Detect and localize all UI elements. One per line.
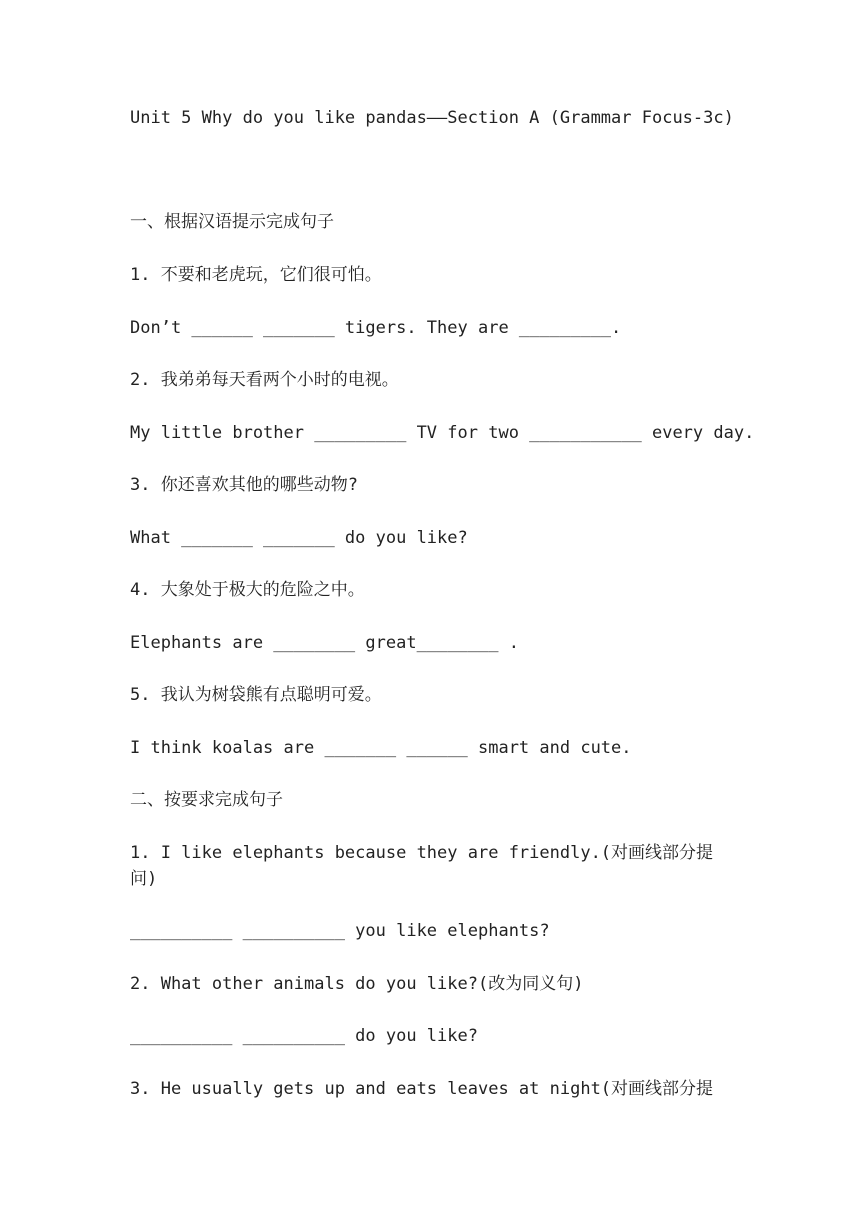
- question-5-english: I think koalas are _______ ______ smart and cute.: [130, 738, 632, 758]
- question-4-english: Elephants are ________ great________ .: [130, 633, 519, 653]
- question-3-chinese: 3. 你还喜欢其他的哪些动物?: [130, 475, 358, 495]
- question-5-chinese: 5. 我认为树袋熊有点聪明可爱。: [130, 685, 382, 705]
- question-3-english: What _______ _______ do you like?: [130, 528, 468, 548]
- rewrite-question-1: 1. I like elephants because they are friendly.(对画线部分提问): [130, 843, 714, 889]
- question-2-english: My little brother _________ TV for two ___________ every day.: [130, 423, 755, 443]
- rewrite-question-2: 2. What other animals do you like?(改为同义句): [130, 974, 584, 994]
- rewrite-answer-2: __________ __________ do you like?: [130, 1026, 478, 1046]
- question-1-chinese: 1. 不要和老虎玩，它们很可怕。: [130, 265, 382, 285]
- question-2-chinese: 2. 我弟弟每天看两个小时的电视。: [130, 370, 399, 390]
- rewrite-question-3: 3. He usually gets up and eats leaves at night(对画线部分提: [130, 1079, 714, 1099]
- page-title: Unit 5 Why do you like pandas——Section A (Grammar Focus-3c): [130, 108, 734, 128]
- section-heading-2: 二、按要求完成句子: [130, 790, 283, 810]
- question-4-chinese: 4. 大象处于极大的危险之中。: [130, 580, 365, 600]
- question-1-english: Don’t ______ _______ tigers. They are _________.: [130, 318, 622, 338]
- section-heading-1: 一、根据汉语提示完成句子: [130, 212, 334, 232]
- rewrite-answer-1: __________ __________ you like elephants?: [130, 921, 550, 941]
